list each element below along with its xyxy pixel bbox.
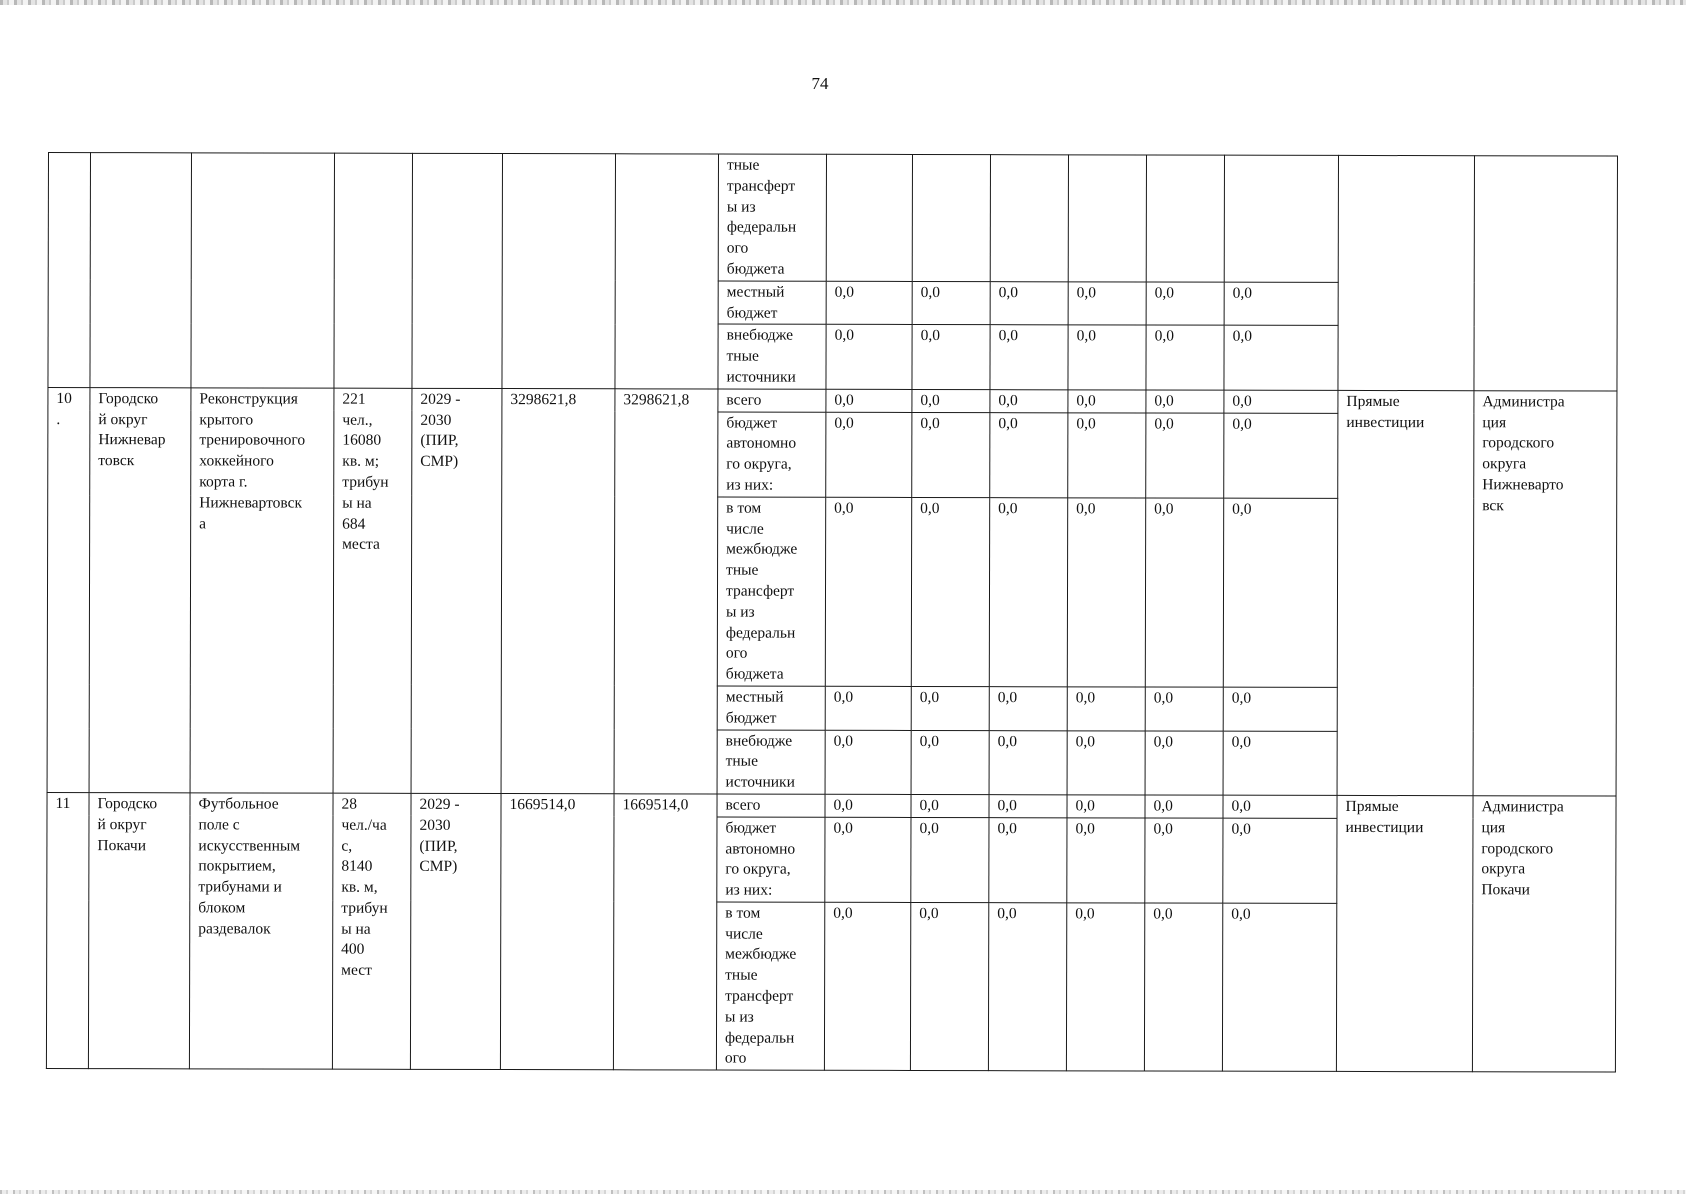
value-cell: 0,0: [990, 389, 1068, 412]
fin-source-label: внебюдже тные источники: [718, 324, 826, 389]
value-cell: 0,0: [1223, 795, 1337, 818]
value-cell: 0,0: [989, 687, 1067, 731]
value-cell: 0,0: [1146, 413, 1224, 498]
fin-source-label: всего: [717, 794, 825, 817]
value-cell: 0,0: [989, 817, 1067, 902]
period-cell: [412, 153, 503, 388]
value-cell: 0,0: [1067, 687, 1145, 731]
value-cell: 0,0: [911, 794, 989, 817]
municipality-cell: [90, 153, 192, 388]
row-num-cell: 10 .: [47, 387, 90, 792]
budget-table: [46, 152, 1618, 1073]
value-cell: 0,0: [825, 686, 911, 730]
capacity-cell: 28 чел./ча с, 8140 кв. м, трибун ы на 400 мест: [332, 793, 411, 1070]
value-cell: 0,0: [1224, 390, 1338, 413]
value-cell: 0,0: [989, 730, 1067, 795]
value-cell: 0,0: [1146, 325, 1224, 390]
page-number: 74: [811, 74, 829, 93]
value-cell: 0,0: [826, 389, 912, 412]
cost-remaining-cell: [615, 154, 719, 389]
value-cell: 0,0: [1068, 412, 1146, 497]
fin-source-label: в том числе межбюдже тные трансферт ы из федеральн ого бюджета: [717, 497, 825, 686]
value-cell: 0,0: [912, 281, 990, 325]
value-cell: 0,0: [1145, 818, 1223, 903]
value-cell: 0,0: [1067, 818, 1145, 903]
value-cell: 0,0: [826, 281, 912, 325]
period-cell: 2029 - 2030 (ПИР, СМР): [410, 793, 501, 1070]
value-cell: 0,0: [1144, 903, 1222, 1072]
object-cell: Футбольное поле с искусственным покрытием, трибунами и блоком раздевалок: [189, 793, 333, 1070]
value-cell: 0,0: [1067, 795, 1145, 818]
value-cell: [1068, 155, 1146, 282]
municipality-cell: Городско й округ Нижневар товск: [89, 387, 191, 792]
value-cell: 0,0: [1068, 390, 1146, 413]
value-cell: 0,0: [912, 389, 990, 412]
value-cell: 0,0: [990, 281, 1068, 325]
cost-remaining-cell: 3298621,8: [614, 389, 718, 794]
value-cell: 0,0: [1224, 326, 1338, 391]
value-cell: 0,0: [1224, 282, 1338, 326]
table-body: [46, 153, 1617, 1073]
value-cell: 0,0: [911, 730, 989, 795]
fin-source-label: в том числе межбюдже тные трансферт ы из федеральн ого: [716, 902, 824, 1071]
object-cell: [191, 153, 335, 388]
value-cell: 0,0: [989, 497, 1067, 686]
fin-source-label: внебюдже тные источники: [717, 730, 825, 795]
value-cell: 0,0: [1145, 498, 1223, 687]
value-cell: 0,0: [1066, 903, 1144, 1072]
fin-source-label: бюджет автономно го округа, из них:: [718, 412, 826, 497]
value-cell: 0,0: [1223, 498, 1337, 687]
value-cell: 0,0: [1223, 687, 1337, 731]
value-cell: 0,0: [825, 730, 911, 795]
row-num-cell: [48, 153, 91, 388]
value-cell: [990, 155, 1068, 282]
value-cell: 0,0: [825, 497, 911, 686]
investment-type-cell: [1338, 155, 1475, 390]
responsible-cell: Администра ция городского округа Нижневарто вск: [1473, 391, 1617, 796]
value-cell: 0,0: [912, 325, 990, 390]
value-cell: 0,0: [990, 325, 1068, 390]
fin-source-label: бюджет автономно го округа, из них:: [717, 817, 825, 902]
investment-type-cell: Прямые инвестиции: [1336, 795, 1473, 1072]
period-cell: 2029 - 2030 (ПИР, СМР): [411, 388, 502, 793]
responsible-cell: [1474, 156, 1618, 391]
cost-total-cell: 3298621,8: [501, 388, 615, 793]
value-cell: 0,0: [990, 412, 1068, 497]
cost-remaining-cell: 1669514,0: [613, 794, 717, 1071]
fin-source-label: тные трансферт ы из федеральн ого бюджета: [718, 154, 826, 281]
value-cell: 0,0: [824, 902, 910, 1071]
capacity-cell: [334, 153, 413, 388]
value-cell: 0,0: [1067, 730, 1145, 795]
value-cell: 0,0: [1222, 903, 1336, 1072]
value-cell: 0,0: [1146, 390, 1224, 413]
row-num-cell: 11: [46, 792, 89, 1068]
value-cell: 0,0: [911, 686, 989, 730]
value-cell: 0,0: [825, 794, 911, 817]
value-cell: [1146, 155, 1224, 282]
value-cell: 0,0: [911, 497, 989, 686]
municipality-cell: Городско й округ Покачи: [88, 793, 190, 1070]
value-cell: 0,0: [1145, 731, 1223, 796]
fin-source-label: местный бюджет: [717, 686, 825, 730]
value-cell: 0,0: [1068, 325, 1146, 390]
value-cell: [912, 154, 990, 281]
fin-source-label: всего: [718, 389, 826, 412]
table-row: [48, 153, 1617, 283]
value-cell: 0,0: [1067, 498, 1145, 687]
value-cell: 0,0: [988, 903, 1066, 1072]
capacity-cell: 221 чел., 16080 кв. м; трибун ы на 684 места: [333, 388, 412, 793]
scan-edge-bottom: [0, 1190, 1686, 1194]
value-cell: [826, 154, 912, 281]
responsible-cell: Администра ция городского округа Покачи: [1472, 796, 1616, 1073]
fin-source-label: местный бюджет: [718, 281, 826, 325]
table-row: [48, 387, 1617, 413]
value-cell: 0,0: [1146, 282, 1224, 326]
value-cell: 0,0: [1145, 795, 1223, 818]
cost-total-cell: [502, 154, 616, 389]
value-cell: 0,0: [911, 817, 989, 902]
cost-total-cell: 1669514,0: [500, 793, 614, 1070]
value-cell: 0,0: [989, 795, 1067, 818]
value-cell: 0,0: [912, 412, 990, 497]
value-cell: 0,0: [1224, 413, 1338, 498]
object-cell: Реконструкция крытого тренировочного хоккейного корта г. Нижневартовск а: [190, 388, 334, 793]
value-cell: 0,0: [1223, 818, 1337, 903]
value-cell: 0,0: [1068, 282, 1146, 326]
investment-type-cell: Прямые инвестиции: [1337, 390, 1474, 795]
value-cell: 0,0: [1223, 731, 1337, 796]
value-cell: 0,0: [825, 817, 911, 902]
value-cell: [1224, 155, 1338, 282]
value-cell: 0,0: [910, 902, 988, 1071]
value-cell: 0,0: [826, 412, 912, 497]
value-cell: 0,0: [826, 325, 912, 390]
scan-edge-top: [0, 0, 1686, 5]
table-row: [47, 792, 1616, 818]
value-cell: 0,0: [1145, 687, 1223, 731]
